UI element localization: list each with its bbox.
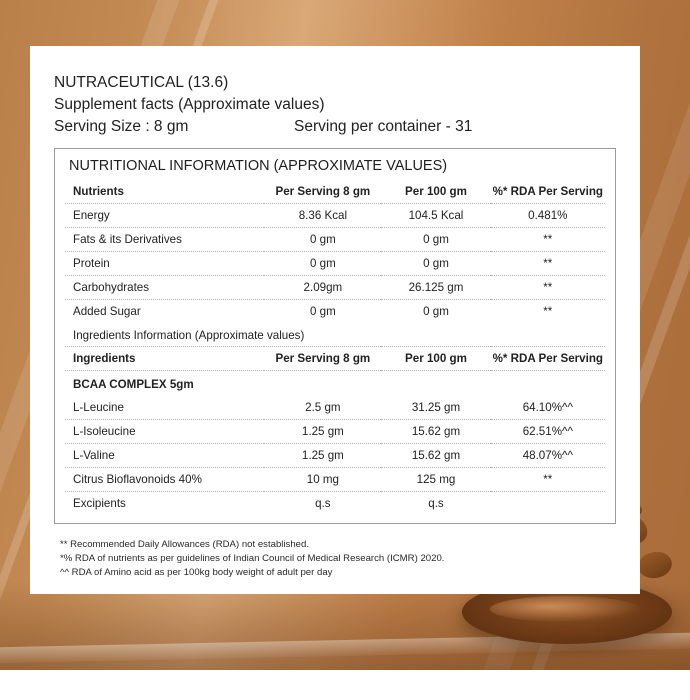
ingredient-rda: 48.07%^^: [491, 444, 605, 468]
column-header-rda: %* RDA Per Serving: [491, 347, 605, 371]
column-header-nutrients: Nutrients: [65, 180, 264, 204]
ingredient-per-serving: 2.5 gm: [264, 396, 381, 420]
footnote-line: ** Recommended Daily Allowances (RDA) not established.: [60, 539, 310, 550]
ingredient-per-serving: 1.25 gm: [264, 420, 381, 444]
nutritional-information-title: NUTRITIONAL INFORMATION (APPROXIMATE VALUES): [69, 158, 448, 174]
nutrient-per-100: 26.125 gm: [381, 276, 490, 300]
ingredient-per-100: q.s: [428, 497, 444, 510]
table-row: [65, 228, 605, 252]
servings-per-container-text: Serving per container - 31: [294, 118, 473, 135]
ingredient-rda: **: [491, 468, 605, 492]
ingredient-name: L-Leucine: [65, 396, 264, 420]
nutrient-per-serving: 2.09gm: [264, 276, 381, 300]
nutrient-per-100: 0 gm: [381, 252, 490, 276]
ingredient-per-100: 15.62 gm: [381, 420, 490, 444]
table-row: [65, 444, 605, 468]
background-bottom-white-strip: [0, 670, 690, 700]
table-row: [65, 420, 605, 444]
nutrient-per-100: 104.5 Kcal: [381, 204, 490, 228]
ingredients-section-title-row: [65, 323, 605, 347]
nutrient-rda: **: [491, 252, 605, 276]
nutrient-per-100: 0 gm: [381, 228, 490, 252]
table-row: [65, 204, 605, 228]
ingredient-rda: [491, 492, 605, 516]
ingredient-per-serving: 1.25 gm: [264, 444, 381, 468]
footnotes: [54, 538, 616, 580]
ingredients-header-row: [65, 347, 605, 371]
ingredient-name: Citrus Bioflavonoids 40%: [65, 468, 264, 492]
label-heading: [54, 72, 616, 138]
table-row: [65, 300, 605, 324]
nutrient-name: Carbohydrates: [65, 276, 264, 300]
table-row: [65, 492, 605, 516]
column-header-per-100: Per 100 gm: [381, 347, 490, 371]
nutrient-name: Added Sugar: [73, 305, 141, 318]
column-header-per-serving: Per Serving 8 gm: [264, 347, 381, 371]
nutrient-rda: 0.481%: [491, 204, 605, 228]
table-row: [65, 276, 605, 300]
nutrient-rda: **: [491, 276, 605, 300]
nutritional-information-box: [54, 148, 616, 524]
table-row: [65, 468, 605, 492]
nutrient-per-serving: 0 gm: [264, 228, 381, 252]
nutrient-per-serving: 0 gm: [309, 305, 336, 318]
ingredient-per-100: 125 mg: [381, 468, 490, 492]
nutrient-name: Fats & its Derivatives: [65, 228, 264, 252]
nutrition-table: [65, 180, 605, 515]
table-row: [65, 396, 605, 420]
nutrient-rda: **: [543, 305, 553, 318]
nutrient-per-100: 0 gm: [423, 305, 449, 318]
ingredient-per-serving: 10 mg: [264, 468, 381, 492]
supplement-facts-card: [30, 46, 640, 594]
ingredient-per-serving: q.s: [315, 497, 331, 510]
column-header-rda: %* RDA Per Serving: [491, 180, 605, 204]
splash-droplet: [636, 549, 674, 581]
ingredient-per-100: 15.62 gm: [381, 444, 490, 468]
footnote-line: *% RDA of nutrients as per guidelines of Indian Council of Medical Research (ICMR) 2020.: [60, 553, 445, 564]
nutrient-name: Energy: [65, 204, 264, 228]
footnote-line: ^^ RDA of Amino acid as per 100kg body weight of adult per day: [60, 567, 333, 578]
ingredient-name: Excipients: [73, 497, 126, 510]
nutrient-per-serving: 8.36 Kcal: [264, 204, 381, 228]
nutrient-rda: **: [491, 228, 605, 252]
bcaa-complex-title: BCAA COMPLEX 5gm: [73, 378, 194, 391]
column-header-ingredients: Ingredients: [65, 347, 264, 371]
label-subtitle: Supplement facts (Approximate values): [54, 96, 325, 113]
serving-size-text: Serving Size : 8 gm: [54, 118, 189, 135]
ingredient-name: L-Valine: [65, 444, 264, 468]
nutrient-per-serving: 0 gm: [264, 252, 381, 276]
page-title: NUTRACEUTICAL (13.6): [54, 74, 229, 91]
column-header-per-100: Per 100 gm: [381, 180, 490, 204]
ingredients-section-title: Ingredients Information (Approximate values): [65, 323, 605, 347]
bcaa-complex-row: [65, 371, 605, 397]
chocolate-pool-highlight: [490, 596, 640, 622]
table-row: [65, 252, 605, 276]
table-header-row: [65, 180, 605, 204]
ingredient-rda: 62.51%^^: [491, 420, 605, 444]
ingredient-rda: 64.10%^^: [491, 396, 605, 420]
nutrient-name: Protein: [65, 252, 264, 276]
serving-info-row: [54, 116, 616, 138]
column-header-per-serving: Per Serving 8 gm: [264, 180, 381, 204]
ingredient-name: L-Isoleucine: [65, 420, 264, 444]
ingredient-per-100: 31.25 gm: [381, 396, 490, 420]
